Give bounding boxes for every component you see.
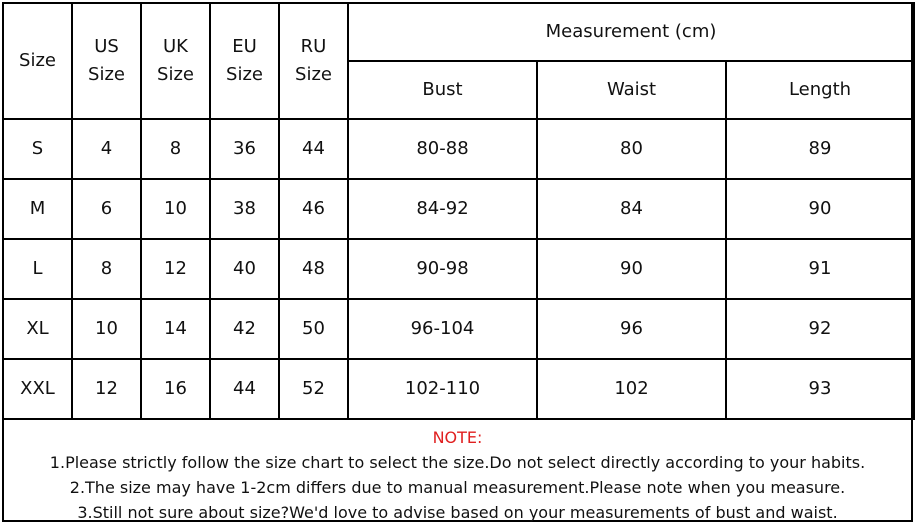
cell-bust: 90-98	[348, 239, 537, 299]
cell-ru: 46	[279, 179, 348, 239]
cell-ru: 44	[279, 119, 348, 179]
note-section	[2, 423, 913, 522]
cell-eu: 40	[210, 239, 279, 299]
cell-length: 92	[726, 299, 914, 359]
cell-size: XL	[3, 299, 72, 359]
cell-waist: 102	[537, 359, 726, 419]
cell-length: 89	[726, 119, 914, 179]
cell-us: 6	[72, 179, 141, 239]
table-row	[3, 299, 914, 359]
cell-waist: 96	[537, 299, 726, 359]
cell-uk: 10	[141, 179, 210, 239]
cell-size: M	[3, 179, 72, 239]
cell-uk: 8	[141, 119, 210, 179]
table-row	[3, 119, 914, 179]
cell-bust: 80-88	[348, 119, 537, 179]
header-size: Size	[3, 3, 72, 119]
cell-size: S	[3, 119, 72, 179]
cell-us: 4	[72, 119, 141, 179]
cell-length: 90	[726, 179, 914, 239]
size-chart-table	[2, 2, 915, 420]
note-title: NOTE:	[432, 428, 483, 447]
cell-us: 12	[72, 359, 141, 419]
note-line: 1.Please strictly follow the size chart to select the size.Do not select directly according to your habits.	[49, 453, 866, 472]
cell-eu: 36	[210, 119, 279, 179]
cell-length: 93	[726, 359, 914, 419]
cell-size: L	[3, 239, 72, 299]
header-waist: Waist	[537, 61, 726, 119]
header-uk-size: UK Size	[141, 3, 210, 119]
cell-bust: 84-92	[348, 179, 537, 239]
header-length: Length	[726, 61, 914, 119]
cell-bust: 102-110	[348, 359, 537, 419]
header-us-size: US Size	[72, 3, 141, 119]
cell-bust: 96-104	[348, 299, 537, 359]
header-bust: Bust	[348, 61, 537, 119]
cell-ru: 48	[279, 239, 348, 299]
cell-eu: 44	[210, 359, 279, 419]
header-eu-size: EU Size	[210, 3, 279, 119]
cell-eu: 42	[210, 299, 279, 359]
cell-uk: 14	[141, 299, 210, 359]
table-row	[3, 179, 914, 239]
cell-eu: 38	[210, 179, 279, 239]
cell-waist: 90	[537, 239, 726, 299]
cell-ru: 52	[279, 359, 348, 419]
cell-uk: 12	[141, 239, 210, 299]
cell-size: XXL	[3, 359, 72, 419]
table-row	[3, 359, 914, 419]
header-measurement: Measurement (cm)	[348, 3, 914, 61]
cell-length: 91	[726, 239, 914, 299]
cell-ru: 50	[279, 299, 348, 359]
cell-waist: 84	[537, 179, 726, 239]
cell-us: 10	[72, 299, 141, 359]
cell-waist: 80	[537, 119, 726, 179]
header-ru-size: RU Size	[279, 3, 348, 119]
note-line: 3.Still not sure about size?We'd love to advise based on your measurements of bust and waist.	[77, 503, 838, 522]
cell-us: 8	[72, 239, 141, 299]
cell-uk: 16	[141, 359, 210, 419]
note-line: 2.The size may have 1-2cm differs due to manual measurement.Please note when you measure.	[69, 478, 846, 497]
table-row	[3, 239, 914, 299]
